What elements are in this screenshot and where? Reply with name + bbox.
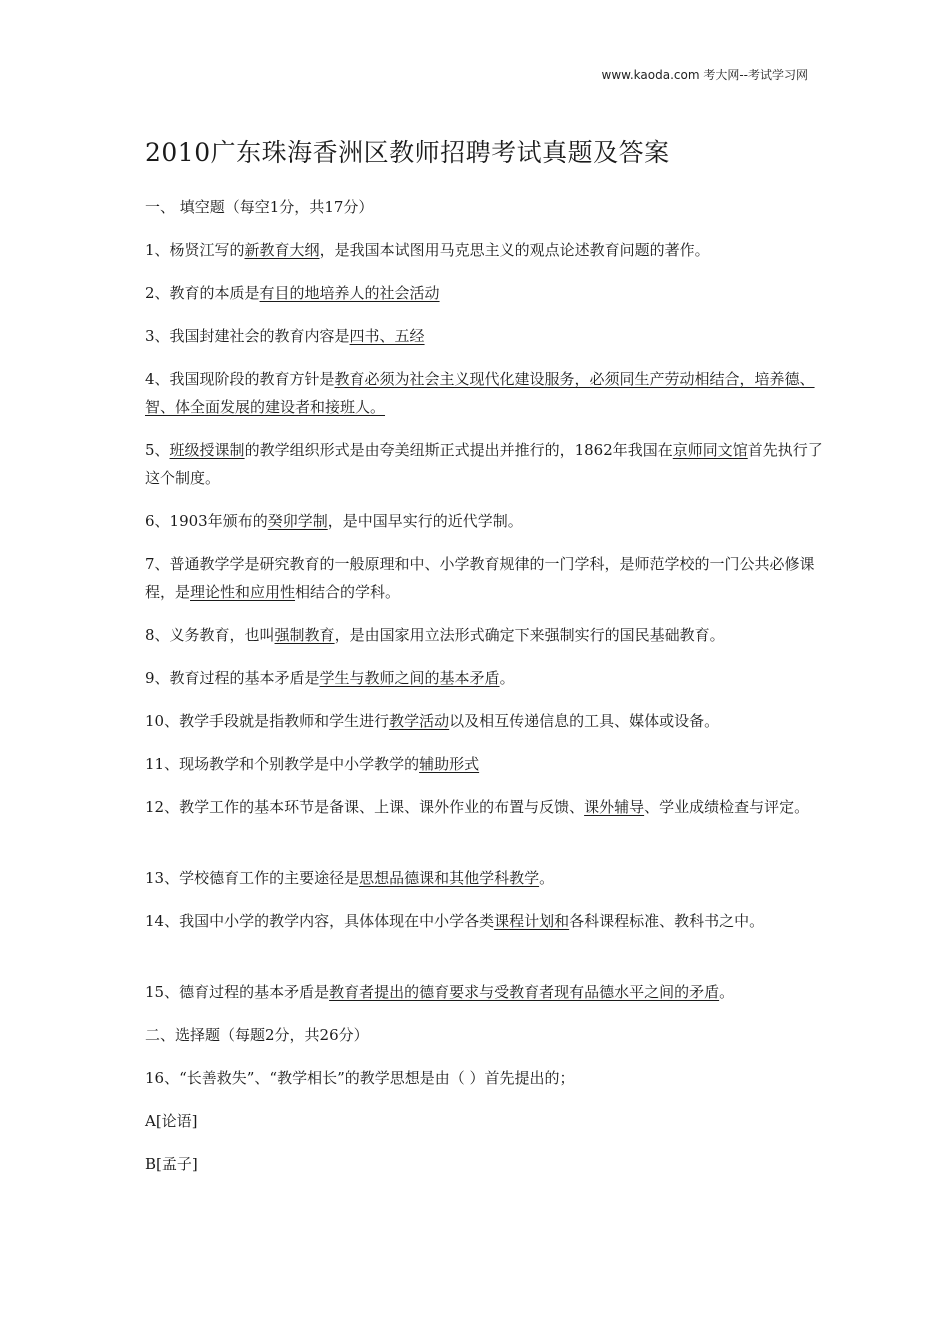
q6-text-end: ，是中国早实行的近代学制。	[327, 512, 523, 530]
q10-text: 10、教学手段就是指教师和学生进行	[145, 712, 390, 730]
question-6	[145, 507, 825, 535]
q6-text: 6、1903年颁布的	[145, 512, 268, 530]
question-9	[145, 664, 825, 692]
q5-answer-1: 班级授课制	[169, 441, 245, 459]
q12-text: 12、教学工作的基本环节是备课、上课、课外作业的布置与反馈、	[145, 798, 585, 816]
q13-text-end: 。	[539, 869, 555, 887]
q5-text: 的教学组织形式是由夸美纽斯正式提出并推行的，1862年我国在	[244, 441, 673, 459]
q7-answer: 理论性和应用性	[190, 583, 296, 601]
q11-answer: 辅助形式	[419, 755, 480, 773]
q9-text-end: 。	[499, 669, 515, 687]
question-5	[145, 436, 825, 492]
q4-text: 4、我国现阶段的教育方针是	[145, 370, 335, 388]
section-heading-choice: 二、选择题（每题2分，共26分）	[145, 1026, 369, 1044]
q5-text-end: 首先执行了这个制度。	[145, 441, 823, 487]
question-3	[145, 322, 825, 350]
q6-answer: 癸卯学制	[267, 512, 328, 530]
q7-text-end: 相结合的学科。	[295, 583, 401, 601]
page-title: 2010广东珠海香洲区教师招聘考试真题及答案	[145, 138, 670, 167]
question-11	[145, 750, 825, 778]
question-4	[145, 365, 825, 421]
q2-text: 2、教育的本质是	[145, 284, 260, 302]
q3-text: 3、我国封建社会的教育内容是	[145, 327, 350, 345]
option-b: B[孟子]	[145, 1155, 198, 1173]
q11-text: 11、现场教学和个别教学是中小学教学的	[145, 755, 420, 773]
q2-answer: 有目的地培养人的社会活动	[259, 284, 440, 302]
question-15	[145, 978, 825, 1006]
question-1	[145, 236, 825, 264]
q5-answer-2: 京师同文馆	[672, 441, 748, 459]
q8-text: 8、义务教育，也叫	[145, 626, 275, 644]
q13-text: 13、学校德育工作的主要途径是	[145, 869, 360, 887]
q8-answer: 强制教育	[274, 626, 335, 644]
section-heading-fill-in: 一、 填空题（每空1分，共17分）	[145, 198, 374, 216]
q9-answer: 学生与教师之间的基本矛盾	[319, 669, 500, 687]
question-2	[145, 279, 825, 307]
q13-answer: 思想品德课和其他学科教学	[359, 869, 540, 887]
question-16: 16、“长善救失”、“教学相长”的教学思想是由（ ）首先提出的；	[145, 1069, 575, 1087]
q10-answer: 教学活动	[389, 712, 450, 730]
q9-text: 9、教育过程的基本矛盾是	[145, 669, 320, 687]
q5-number: 5、	[145, 441, 170, 459]
q12-text-end: 、学业成绩检查与评定。	[644, 798, 810, 816]
question-13	[145, 864, 825, 892]
q7-text: 7、普通教学学是研究教育的一般原理和中、小学教育规律的一门学科，是师范学校的一门公共必修课程，是	[145, 555, 815, 601]
q14-text-end: 各科课程标准、教科书之中。	[569, 912, 765, 930]
q8-text-end: ，是由国家用立法形式确定下来强制实行的国民基础教育。	[334, 626, 725, 644]
q4-answer: 教育必须为社会主义现代化建设服务，必须同生产劳动相结合，培养德、智、体全面发展的建设者和接班人。	[145, 370, 815, 416]
option-a: A[论语]	[145, 1112, 198, 1130]
question-10	[145, 707, 825, 735]
q14-text: 14、我国中小学的教学内容，具体体现在中小学各类	[145, 912, 495, 930]
question-8	[145, 621, 825, 649]
question-7	[145, 550, 825, 606]
q15-answer: 教育者提出的德育要求与受教育者现有品德水平之间的矛盾	[329, 983, 720, 1001]
header-site: www.kaoda.com 考大网--考试学习网	[601, 68, 808, 82]
q1-answer: 新教育大纲	[244, 241, 320, 259]
question-14	[145, 907, 825, 935]
q15-text-end: 。	[719, 983, 735, 1001]
q1-text-end: ，是我国本试图用马克思主义的观点论述教育问题的著作。	[319, 241, 710, 259]
q12-answer: 课外辅导	[584, 798, 645, 816]
q10-text-end: 以及相互传递信息的工具、媒体或设备。	[449, 712, 720, 730]
q15-text: 15、德育过程的基本矛盾是	[145, 983, 330, 1001]
question-12	[145, 793, 825, 821]
q14-answer: 课程计划和	[494, 912, 570, 930]
q1-text: 1、杨贤江写的	[145, 241, 245, 259]
q3-answer: 四书、五经	[349, 327, 425, 345]
